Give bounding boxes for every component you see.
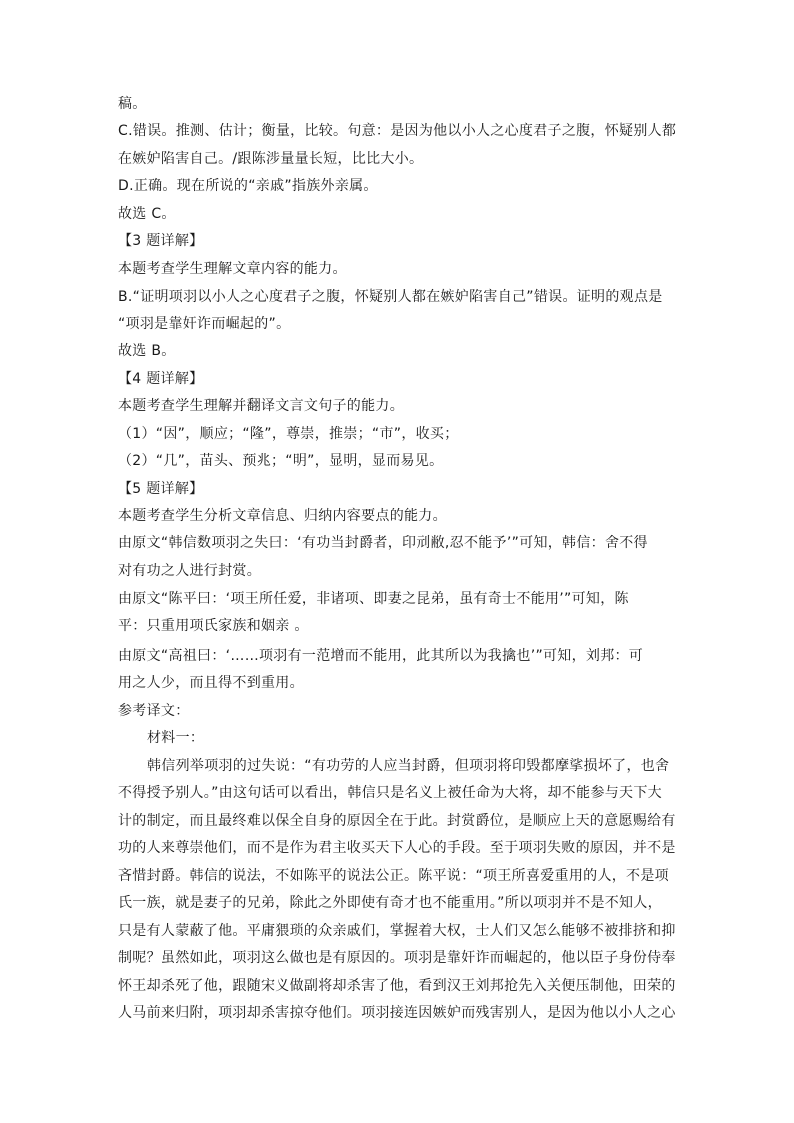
text-line: 由原文“韩信数项羽之失曰：‘有功当封爵者，印刓敝,忍不能予’”可知，韩信：舍不得 [118, 535, 648, 551]
text-line: 用之人少，而且得不到重用。 [118, 675, 304, 691]
text-line: 本题考查学生理解并翻译文言文句子的能力。 [118, 398, 404, 414]
section-heading: 【5 题详解】 [118, 481, 204, 497]
text-line: B.“证明项羽以小人之心度君子之腹，怀疑别人都在嫉妒陷害自己”错误。证明的观点是 [118, 289, 663, 305]
text-line: 不得授予别人。”由这句话可以看出，韩信只是名义上被任命为大将，却不能参与天下大 [118, 785, 662, 801]
text-line: 故选 C。 [118, 206, 176, 222]
text-line: C.错误。推测、估计；衡量，比较。句意：是因为他以小人之心度君子之腹，怀疑别人都 [118, 123, 677, 139]
text-line: D.正确。现在所说的“亲戚”指族外亲属。 [118, 178, 378, 194]
text-line: 平：只重用项氏家族和姻亲 。 [118, 618, 309, 634]
text-line: 由原文“高祖曰：‘……项羽有一范增而不能用，此其所以为我擒也’”可知，刘邦：可 [118, 648, 644, 664]
text-line: 韩信列举项羽的过失说：“有功劳的人应当封爵，但项羽将印毁都摩挲损坏了，也舍 [147, 758, 670, 774]
text-line: 计的制定，而且最终难以保全自身的原因全在于此。封赏爵位，是顺应上天的意愿赐给有 [118, 813, 676, 829]
text-line: 只是有人蒙蔽了他。平庸猥琐的众亲戚们，掌握着大权，士人们又怎么能够不被排挤和抑 [118, 923, 676, 939]
text-line: 由原文“陈平曰：‘项王所任爱，非诸项、即妻之昆弟，虽有奇士不能用’”可知，陈 [118, 591, 629, 607]
text-line: （2）“几”，苗头、预兆；“明”，显明，显而易见。 [118, 453, 444, 469]
text-line: 氏一族，就是妻子的兄弟，除此之外即使有奇才也不能重用。”所以项羽并不是不知人， [118, 895, 662, 911]
section-heading: 【3 题详解】 [118, 233, 204, 249]
text-line: （1）“因”，顺应；“隆”，尊崇，推崇；“市”，收买； [118, 426, 459, 442]
text-line: 材料一： [147, 730, 205, 746]
text-line: 怀王却杀死了他，跟随宋义做副将却杀害了他，看到汉王刘邦抢先入关便压制他，田荣的 [118, 978, 676, 994]
text-line: 在嫉妒陷害自己。/跟陈涉量量长短，比比大小。 [118, 151, 424, 167]
section-heading: 【4 题详解】 [118, 371, 204, 387]
text-line: 吝惜封爵。韩信的说法，不如陈平的说法公正。陈平说：“项王所喜爱重用的人，不是项 [118, 868, 669, 884]
text-line: 稿。 [118, 96, 147, 112]
text-line: 人马前来归附，项羽却杀害掠夺他们。项羽接连因嫉妒而残害别人，是因为他以小人之心 [118, 1005, 676, 1021]
text-line: 参考译文： [118, 703, 190, 719]
text-line: 本题考查学生理解文章内容的能力。 [118, 261, 347, 277]
text-line: 故选 B。 [118, 343, 176, 359]
text-line: 制呢？虽然如此，项羽这么做也是有原因的。项羽是靠奸诈而崛起的，他以臣子身份侍奉 [118, 950, 676, 966]
text-line: “项羽是靠奸诈而崛起的”。 [118, 316, 291, 332]
text-line: 功的人来尊崇他们，而不是作为君主收买天下人心的手段。至于项羽失败的原因，并不是 [118, 840, 676, 856]
text-line: 本题考查学生分析文章信息、归纳内容要点的能力。 [118, 508, 447, 524]
text-line: 对有功之人进行封赏。 [118, 563, 261, 579]
